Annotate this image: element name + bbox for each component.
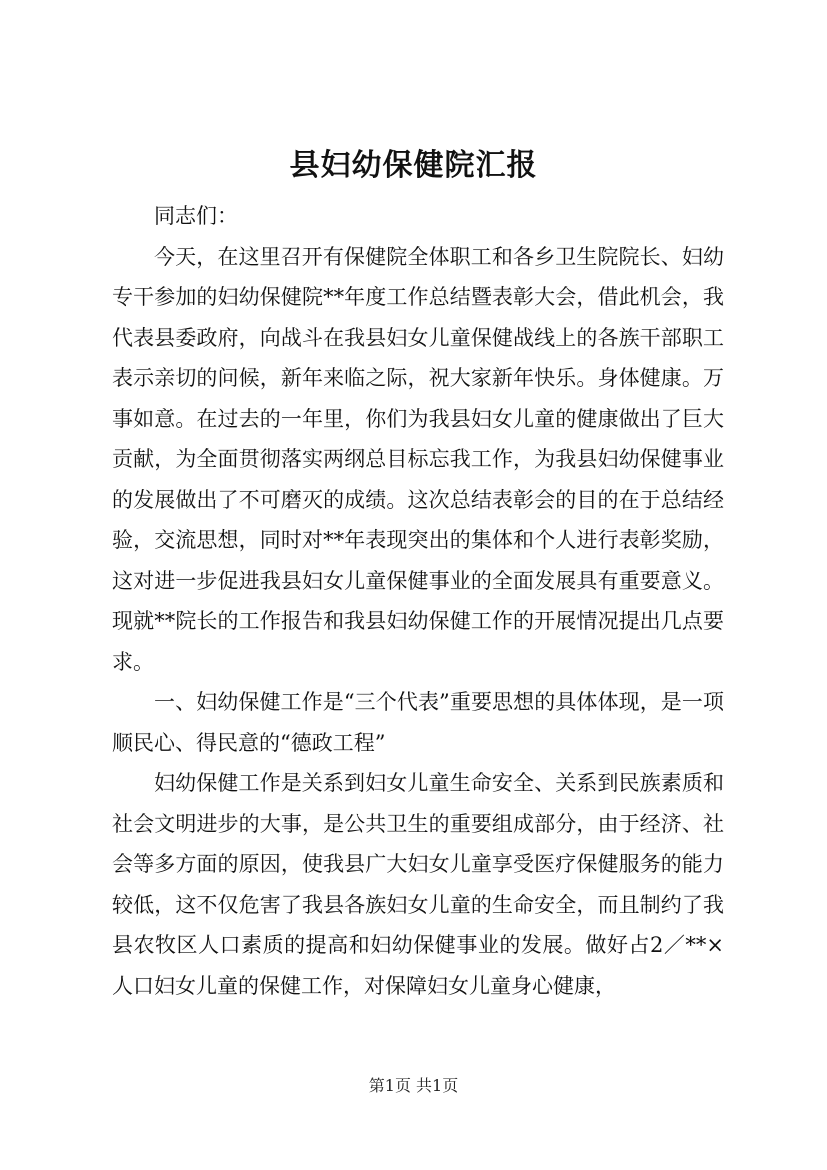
- document-title: 县妇幼保健院汇报: [289, 148, 538, 183]
- section-1-paragraph: 妇幼保健工作是关系到妇女儿童生命安全、关系到民族素质和社会文明进步的大事，是公共卫生的重要组成部分，由于经济、社会等多方面的原因，使我县广大妇女儿童享受医疗保健服务的能力较低，这不仅危害了我县各族妇女儿童的生命安全，而且制约了我县农牧区人口素质的提高和妇幼保健事业的发展。做好占2／**×人口妇女儿童的保健工作，对保障妇女儿童身心健康，: [112, 771, 724, 998]
- section-heading-1: 一、妇幼保健工作是“三个代表”重要思想的具体体现，是一项顺民心、得民意的“德政工程”: [112, 690, 724, 755]
- opening-paragraph: 今天，在这里召开有保健院全体职工和各乡卫生院院长、妇幼专干参加的妇幼保健院**年度工作总结暨表彰大会，借此机会，我代表县委政府，向战斗在我县妇女儿童保健战线上的各族干部职工表示亲切的问候，新年来临之际，祝大家新年快乐。身体健康。万事如意。在过去的一年里，你们为我县妇女儿童的健康做出了巨大贡献，为全面贯彻落实两纲总目标忘我工作，为我县妇幼保健事业的发展做出了不可磨灭的成绩。这次总结表彰会的目的在于总结经验，交流思想，同时对**年表现突出的集体和个人进行表彰奖励，这对进一步促进我县妇女儿童保健事业的全面发展具有重要意义。现就**院长的工作报告和我县妇幼保健工作的开展情况提出几点要求。: [112, 244, 724, 674]
- page-number-footer: 第1页 共1页: [368, 1076, 459, 1095]
- document-body: [112, 196, 724, 1006]
- salutation-paragraph: 同志们：: [154, 204, 238, 228]
